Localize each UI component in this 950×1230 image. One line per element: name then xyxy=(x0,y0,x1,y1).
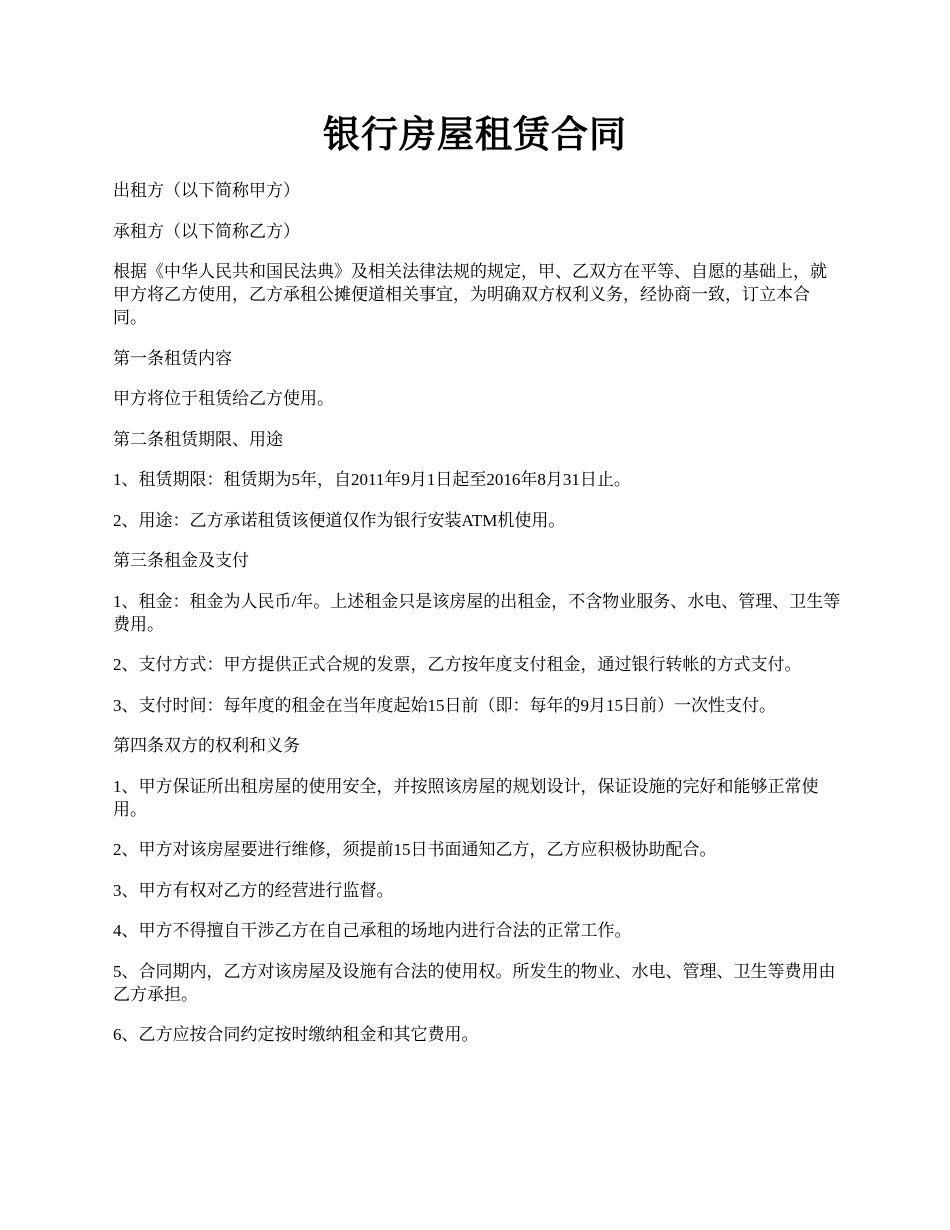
section-heading-1: 第一条租赁内容 xyxy=(113,348,232,368)
paragraph: 甲方将位于租赁给乙方使用。 xyxy=(113,389,334,408)
paragraph: 1、甲方保证所出租房屋的使用安全，并按照该房屋的规划设计，保证设施的完好和能够正常使用。 xyxy=(113,776,819,819)
paragraph: 4、甲方不得擅自干涉乙方在自己承租的场地内进行合法的正常工作。 xyxy=(113,921,632,940)
paragraph: 5、合同期内，乙方对该房屋及设施有合法的使用权。所发生的物业、水电、管理、卫生等费用由乙方承担。 xyxy=(113,961,836,1004)
paragraph: 3、甲方有权对乙方的经营进行监督。 xyxy=(113,880,394,900)
section-heading-3: 第三条租金及支付 xyxy=(113,551,249,570)
document-title: 银行房屋租赁合同 xyxy=(323,115,627,156)
paragraph: 2、支付方式：甲方提供正式合规的发票，乙方按年度支付租金，通过银行转帐的方式支付。 xyxy=(113,655,802,674)
paragraph: 1、租赁期限：租赁期为5年，自2011年9月1日起至2016年8月31日止。 xyxy=(113,470,631,489)
paragraph: 6、乙方应按合同约定按时缴纳租金和其它费用。 xyxy=(113,1025,479,1044)
paragraph-lessor: 出租方（以下简称甲方） xyxy=(113,181,300,200)
paragraph: 1、租金：租金为人民币/年。上述租金只是该房屋的出租金，不含物业服务、水电、管理、卫生等费用。 xyxy=(113,591,841,634)
paragraph: 2、用途：乙方承诺租赁该便道仅作为银行安装ATM机使用。 xyxy=(113,510,566,530)
section-heading-4: 第四条双方的权利和义务 xyxy=(113,736,300,755)
document-body xyxy=(113,179,843,1064)
paragraph: 2、甲方对该房屋要进行维修，须提前15日书面通知乙方，乙方应积极协助配合。 xyxy=(113,840,717,859)
paragraph-lessee: 承租方（以下简称乙方） xyxy=(113,221,300,241)
paragraph: 3、支付时间：每年度的租金在当年度起始15日前（即：每年的9月15日前）一次性支付。 xyxy=(113,695,776,715)
section-heading-2: 第二条租赁期限、用途 xyxy=(113,429,283,449)
paragraph-preamble: 根据《中华人民共和国民法典》及相关法律法规的规定，甲、乙双方在平等、自愿的基础上，就甲方将乙方使用，乙方承租公摊便道相关事宜，为明确双方权利义务，经协商一致，订立本合同。 xyxy=(113,262,827,327)
